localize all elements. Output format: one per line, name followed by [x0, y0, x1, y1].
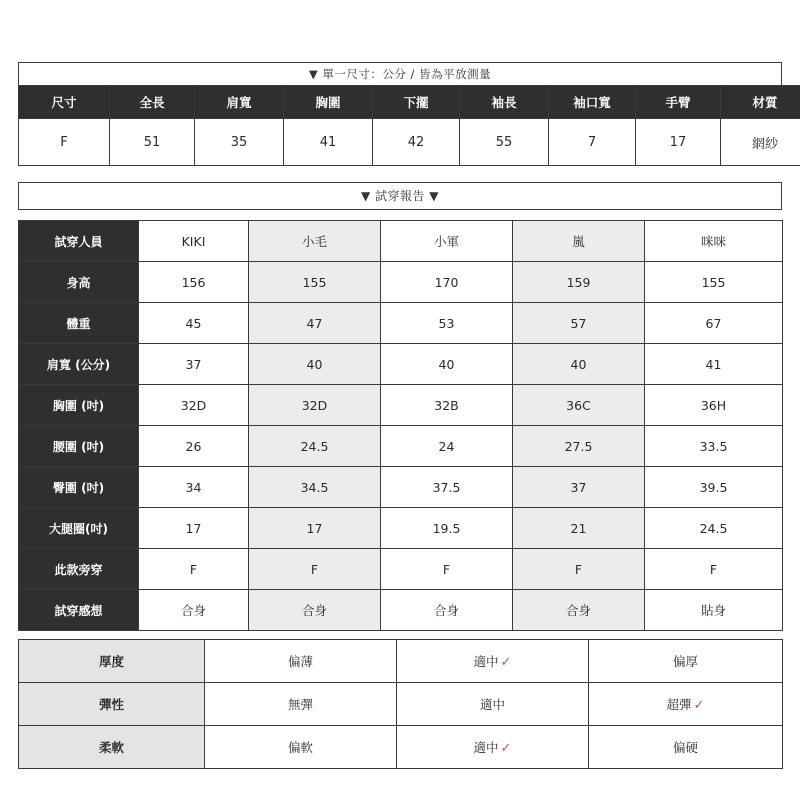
- gap-1: [18, 166, 782, 182]
- report-cell-1-1: 155: [249, 262, 381, 303]
- report-cell-0-4: 咪咪: [645, 221, 783, 262]
- size-cell-0-1: 51: [110, 119, 195, 166]
- report-cell-9-3: 合身: [513, 590, 645, 631]
- fitting-report-table: [18, 220, 783, 631]
- report-cell-2-1: 47: [249, 303, 381, 344]
- report-cell-9-0: 合身: [139, 590, 249, 631]
- size-cell-0-0: F: [19, 119, 110, 166]
- report-cell-3-0: 37: [139, 344, 249, 385]
- fabric-feel-body: [19, 640, 783, 769]
- report-cell-6-1: 34.5: [249, 467, 381, 508]
- feel-option-1-1[interactable]: [397, 683, 589, 726]
- report-row: [19, 508, 783, 549]
- feel-row: [19, 726, 783, 769]
- report-cell-5-4: 33.5: [645, 426, 783, 467]
- size-table-row: [19, 119, 800, 166]
- size-cell-0-2: 35: [195, 119, 284, 166]
- report-cell-0-3: 嵐: [513, 221, 645, 262]
- report-cell-7-0: 17: [139, 508, 249, 549]
- report-cell-0-2: 小軍: [381, 221, 513, 262]
- report-cell-6-0: 34: [139, 467, 249, 508]
- report-row: [19, 426, 783, 467]
- report-row-label: 肩寬 (公分): [19, 344, 139, 385]
- report-title-banner: ▼ 試穿報告 ▼: [18, 182, 782, 210]
- gap-2: [18, 210, 782, 220]
- report-cell-1-2: 170: [381, 262, 513, 303]
- report-cell-8-4: F: [645, 549, 783, 590]
- report-cell-4-1: 32D: [249, 385, 381, 426]
- size-table-header-0: 尺寸: [19, 86, 110, 119]
- report-row: [19, 590, 783, 631]
- report-cell-7-4: 24.5: [645, 508, 783, 549]
- feel-option-label: 偏薄: [287, 654, 313, 669]
- report-cell-0-0: KIKI: [139, 221, 249, 262]
- report-cell-7-3: 21: [513, 508, 645, 549]
- report-row-label: 大腿圈(吋): [19, 508, 139, 549]
- report-row-label: 身高: [19, 262, 139, 303]
- size-chart-sheet: [18, 62, 782, 769]
- report-row: [19, 221, 783, 262]
- report-cell-7-2: 19.5: [381, 508, 513, 549]
- feel-option-label: 無彈: [287, 697, 313, 712]
- report-row: [19, 344, 783, 385]
- size-cell-0-4: 42: [373, 119, 460, 166]
- feel-option-label: 偏軟: [287, 740, 313, 755]
- report-cell-6-3: 37: [513, 467, 645, 508]
- feel-option-1-0[interactable]: [205, 683, 397, 726]
- report-cell-2-3: 57: [513, 303, 645, 344]
- feel-option-label: 偏硬: [672, 740, 698, 755]
- report-cell-1-0: 156: [139, 262, 249, 303]
- size-cell-0-3: 41: [284, 119, 373, 166]
- feel-row: [19, 683, 783, 726]
- report-cell-6-2: 37.5: [381, 467, 513, 508]
- report-cell-8-1: F: [249, 549, 381, 590]
- report-cell-8-2: F: [381, 549, 513, 590]
- feel-option-label: 適中: [473, 654, 499, 669]
- feel-option-label: 適中: [479, 697, 505, 712]
- feel-option-label: 超彈: [666, 697, 692, 712]
- report-cell-4-4: 36H: [645, 385, 783, 426]
- report-cell-9-4: 貼身: [645, 590, 783, 631]
- feel-row-label: 柔軟: [19, 726, 205, 769]
- size-table-header-2: 肩寬: [195, 86, 284, 119]
- size-table-header-8: 材質: [721, 86, 800, 119]
- report-row-label: 胸圍 (吋): [19, 385, 139, 426]
- report-row: [19, 303, 783, 344]
- gap-3: [18, 631, 782, 639]
- report-cell-9-2: 合身: [381, 590, 513, 631]
- report-cell-4-0: 32D: [139, 385, 249, 426]
- size-table-header-row: [19, 86, 800, 119]
- size-table-header-5: 袖長: [460, 86, 549, 119]
- feel-option-2-0[interactable]: [205, 726, 397, 769]
- report-cell-8-3: F: [513, 549, 645, 590]
- report-row-label: 試穿感想: [19, 590, 139, 631]
- report-row-label: 試穿人員: [19, 221, 139, 262]
- feel-option-0-1[interactable]: [397, 640, 589, 683]
- feel-option-2-2[interactable]: [589, 726, 783, 769]
- size-table-header-7: 手臂: [636, 86, 721, 119]
- report-cell-7-1: 17: [249, 508, 381, 549]
- check-icon: ✓: [500, 741, 512, 756]
- report-cell-2-4: 67: [645, 303, 783, 344]
- size-table: [18, 85, 800, 166]
- size-cell-0-5: 55: [460, 119, 549, 166]
- report-cell-1-3: 159: [513, 262, 645, 303]
- report-cell-3-4: 41: [645, 344, 783, 385]
- feel-row-label: 厚度: [19, 640, 205, 683]
- check-icon: ✓: [693, 698, 705, 713]
- feel-option-0-0[interactable]: [205, 640, 397, 683]
- report-cell-3-2: 40: [381, 344, 513, 385]
- report-row: [19, 385, 783, 426]
- size-table-header-4: 下擺: [373, 86, 460, 119]
- feel-row: [19, 640, 783, 683]
- report-cell-8-0: F: [139, 549, 249, 590]
- feel-option-label: 偏厚: [672, 654, 698, 669]
- feel-row-label: 彈性: [19, 683, 205, 726]
- report-cell-6-4: 39.5: [645, 467, 783, 508]
- report-cell-4-2: 32B: [381, 385, 513, 426]
- report-cell-5-2: 24: [381, 426, 513, 467]
- report-cell-9-1: 合身: [249, 590, 381, 631]
- fabric-feel-table: [18, 639, 783, 769]
- feel-option-0-2[interactable]: [589, 640, 783, 683]
- size-note-banner: ▼ 單一尺寸：公分 / 皆為平放測量: [18, 62, 782, 85]
- check-icon: ✓: [500, 655, 512, 670]
- report-cell-3-3: 40: [513, 344, 645, 385]
- feel-option-1-2[interactable]: [589, 683, 783, 726]
- feel-option-2-1[interactable]: [397, 726, 589, 769]
- report-cell-4-3: 36C: [513, 385, 645, 426]
- report-cell-1-4: 155: [645, 262, 783, 303]
- size-cell-0-8: 網紗: [721, 119, 800, 166]
- size-table-header-6: 袖口寬: [549, 86, 636, 119]
- fitting-report-body: [19, 221, 783, 631]
- report-row-label: 腰圍 (吋): [19, 426, 139, 467]
- size-cell-0-7: 17: [636, 119, 721, 166]
- size-table-header-3: 胸圍: [284, 86, 373, 119]
- size-cell-0-6: 7: [549, 119, 636, 166]
- size-table-body: [19, 119, 800, 166]
- report-row: [19, 467, 783, 508]
- report-cell-5-1: 24.5: [249, 426, 381, 467]
- feel-option-label: 適中: [473, 740, 499, 755]
- report-row: [19, 549, 783, 590]
- report-cell-0-1: 小毛: [249, 221, 381, 262]
- report-row-label: 此款旁穿: [19, 549, 139, 590]
- report-row-label: 體重: [19, 303, 139, 344]
- report-cell-2-2: 53: [381, 303, 513, 344]
- report-cell-5-0: 26: [139, 426, 249, 467]
- report-row: [19, 262, 783, 303]
- report-cell-2-0: 45: [139, 303, 249, 344]
- size-table-header-1: 全長: [110, 86, 195, 119]
- report-row-label: 臀圍 (吋): [19, 467, 139, 508]
- report-cell-5-3: 27.5: [513, 426, 645, 467]
- report-cell-3-1: 40: [249, 344, 381, 385]
